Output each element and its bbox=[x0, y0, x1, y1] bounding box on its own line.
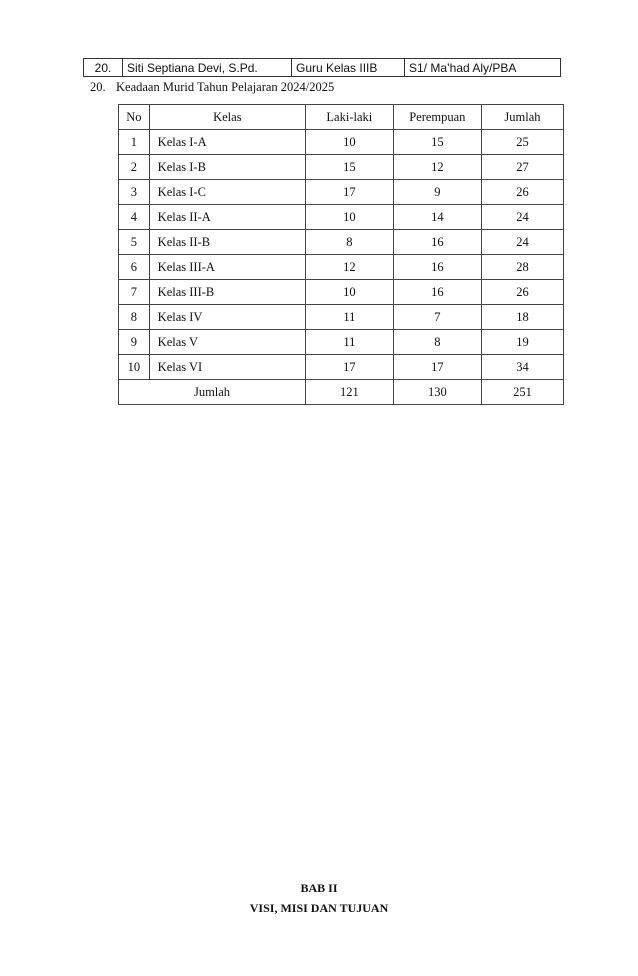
row-jumlah: 24 bbox=[481, 205, 563, 230]
table-row bbox=[119, 180, 564, 205]
row-kelas: Kelas III-B bbox=[149, 280, 305, 305]
total-label: Jumlah bbox=[119, 380, 306, 405]
row-perempuan: 16 bbox=[393, 230, 481, 255]
row-perempuan: 7 bbox=[393, 305, 481, 330]
row-perempuan: 12 bbox=[393, 155, 481, 180]
staff-name: Siti Septiana Devi, S.Pd. bbox=[123, 59, 292, 77]
row-kelas: Kelas IV bbox=[149, 305, 305, 330]
row-no: 8 bbox=[119, 305, 150, 330]
staff-position: Guru Kelas IIIB bbox=[292, 59, 405, 77]
row-jumlah: 24 bbox=[481, 230, 563, 255]
header-perempuan: Perempuan bbox=[393, 105, 481, 130]
row-kelas: Kelas I-B bbox=[149, 155, 305, 180]
row-perempuan: 16 bbox=[393, 255, 481, 280]
total-laki-laki: 121 bbox=[306, 380, 394, 405]
row-kelas: Kelas V bbox=[149, 330, 305, 355]
row-perempuan: 8 bbox=[393, 330, 481, 355]
chapter-label: BAB II bbox=[300, 881, 338, 895]
section-number: 20. bbox=[90, 80, 106, 94]
staff-number: 20. bbox=[84, 59, 123, 77]
student-table bbox=[118, 104, 564, 405]
table-row bbox=[119, 155, 564, 180]
row-jumlah: 26 bbox=[481, 280, 563, 305]
row-laki-laki: 12 bbox=[306, 255, 394, 280]
table-row bbox=[119, 280, 564, 305]
row-kelas: Kelas II-B bbox=[149, 230, 305, 255]
row-laki-laki: 8 bbox=[306, 230, 394, 255]
header-no: No bbox=[119, 105, 150, 130]
row-no: 10 bbox=[119, 355, 150, 380]
row-no: 7 bbox=[119, 280, 150, 305]
row-perempuan: 16 bbox=[393, 280, 481, 305]
row-jumlah: 19 bbox=[481, 330, 563, 355]
row-laki-laki: 15 bbox=[306, 155, 394, 180]
staff-education: S1/ Ma’had Aly/PBA bbox=[405, 59, 561, 77]
row-kelas: Kelas VI bbox=[149, 355, 305, 380]
table-row bbox=[119, 130, 564, 155]
row-kelas: Kelas II-A bbox=[149, 205, 305, 230]
total-jumlah: 251 bbox=[481, 380, 563, 405]
header-laki-laki: Laki-laki bbox=[306, 105, 394, 130]
table-row bbox=[119, 305, 564, 330]
row-laki-laki: 10 bbox=[306, 280, 394, 305]
row-laki-laki: 11 bbox=[306, 305, 394, 330]
row-jumlah: 27 bbox=[481, 155, 563, 180]
section-title: Keadaan Murid Tahun Pelajaran 2024/2025 bbox=[116, 80, 335, 94]
row-no: 4 bbox=[119, 205, 150, 230]
table-row bbox=[119, 230, 564, 255]
row-laki-laki: 10 bbox=[306, 130, 394, 155]
staff-table bbox=[83, 58, 561, 77]
row-laki-laki: 10 bbox=[306, 205, 394, 230]
table-total-row bbox=[119, 380, 564, 405]
row-no: 5 bbox=[119, 230, 150, 255]
row-kelas: Kelas I-C bbox=[149, 180, 305, 205]
row-perempuan: 9 bbox=[393, 180, 481, 205]
header-jumlah: Jumlah bbox=[481, 105, 563, 130]
table-header-row bbox=[119, 105, 564, 130]
row-perempuan: 17 bbox=[393, 355, 481, 380]
row-jumlah: 34 bbox=[481, 355, 563, 380]
row-kelas: Kelas III-A bbox=[149, 255, 305, 280]
table-row bbox=[119, 330, 564, 355]
row-jumlah: 28 bbox=[481, 255, 563, 280]
table-row bbox=[119, 355, 564, 380]
row-perempuan: 15 bbox=[393, 130, 481, 155]
row-jumlah: 18 bbox=[481, 305, 563, 330]
row-laki-laki: 17 bbox=[306, 180, 394, 205]
section-heading bbox=[90, 80, 334, 95]
row-no: 2 bbox=[119, 155, 150, 180]
row-no: 9 bbox=[119, 330, 150, 355]
row-perempuan: 14 bbox=[393, 205, 481, 230]
total-perempuan: 130 bbox=[393, 380, 481, 405]
staff-row bbox=[84, 59, 561, 77]
row-laki-laki: 11 bbox=[306, 330, 394, 355]
row-kelas: Kelas I-A bbox=[149, 130, 305, 155]
row-no: 6 bbox=[119, 255, 150, 280]
row-no: 1 bbox=[119, 130, 150, 155]
table-row bbox=[119, 255, 564, 280]
row-jumlah: 25 bbox=[481, 130, 563, 155]
row-laki-laki: 17 bbox=[306, 355, 394, 380]
row-no: 3 bbox=[119, 180, 150, 205]
header-kelas: Kelas bbox=[149, 105, 305, 130]
row-jumlah: 26 bbox=[481, 180, 563, 205]
chapter-title: VISI, MISI DAN TUJUAN bbox=[249, 901, 389, 915]
table-row bbox=[119, 205, 564, 230]
